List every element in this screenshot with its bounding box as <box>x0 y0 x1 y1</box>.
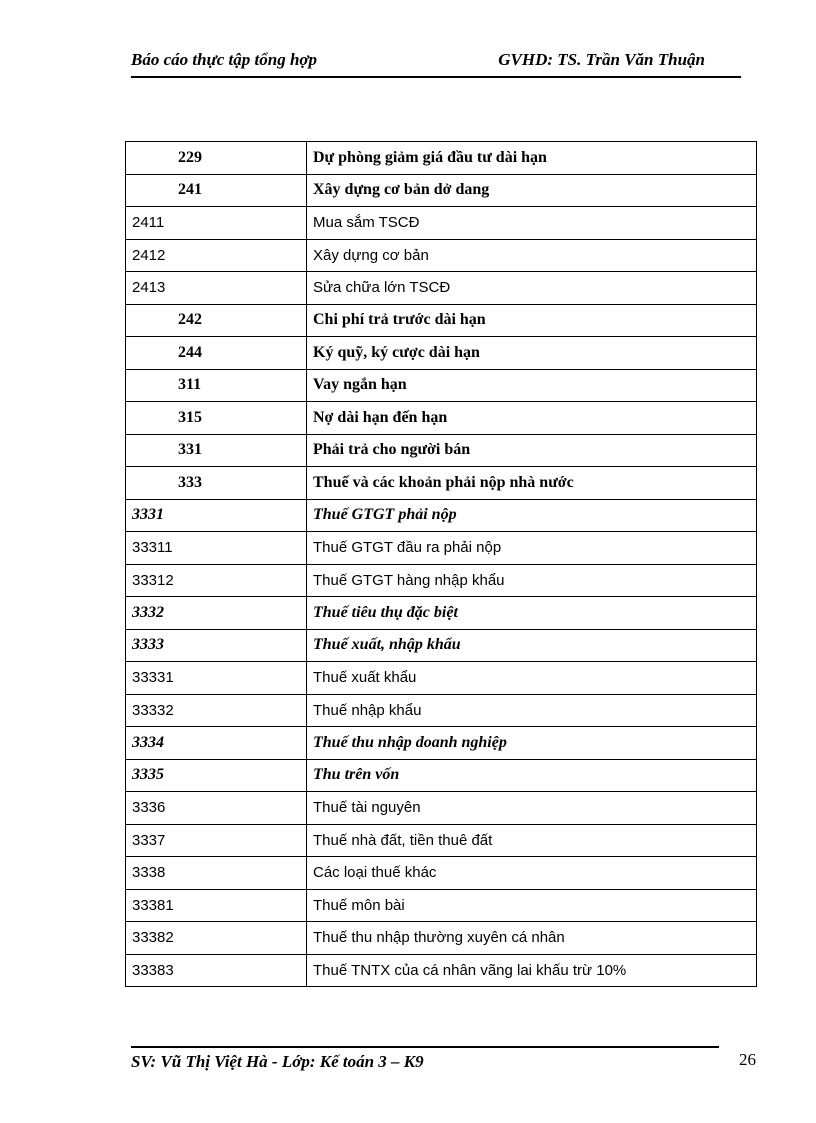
account-name-cell: Vay ngắn hạn <box>307 369 757 402</box>
table-row <box>126 142 757 175</box>
table-row <box>126 239 757 272</box>
table-row <box>126 434 757 467</box>
table-row <box>126 402 757 435</box>
account-code-cell: 33312 <box>126 564 307 597</box>
account-code-cell: 33331 <box>126 662 307 695</box>
account-code-cell: 3334 <box>126 727 307 760</box>
account-name-cell: Thuế nhà đất, tiền thuê đất <box>307 824 757 857</box>
account-name-cell: Thuế thu nhập thường xuyên cá nhân <box>307 922 757 955</box>
table-row <box>126 889 757 922</box>
account-code-cell: 311 <box>126 369 307 402</box>
supervisor-label: GVHD: TS. Trần Văn Thuận <box>498 50 705 69</box>
account-name-cell: Thuế TNTX của cá nhân vãng lai khấu trừ 10% <box>307 954 757 987</box>
account-code-cell: 3335 <box>126 759 307 792</box>
footer-divider <box>131 1046 719 1048</box>
account-name-cell: Phải trả cho người bán <box>307 434 757 467</box>
account-name-cell: Sửa chữa lớn TSCĐ <box>307 272 757 305</box>
account-name-cell: Thuế tiêu thụ đặc biệt <box>307 597 757 630</box>
account-code-cell: 2411 <box>126 207 307 240</box>
account-code-cell: 3338 <box>126 857 307 890</box>
table-row <box>126 954 757 987</box>
table-row <box>126 272 757 305</box>
account-name-cell: Thu trên vốn <box>307 759 757 792</box>
account-code-cell: 3337 <box>126 824 307 857</box>
account-name-cell: Nợ dài hạn đến hạn <box>307 402 757 435</box>
page-header <box>131 50 741 78</box>
table-row <box>126 337 757 370</box>
account-name-cell: Thuế và các khoản phải nộp nhà nước <box>307 467 757 500</box>
account-code-cell: 3332 <box>126 597 307 630</box>
account-code-cell: 33382 <box>126 922 307 955</box>
account-code-cell: 333 <box>126 467 307 500</box>
account-code-cell: 315 <box>126 402 307 435</box>
table-row <box>126 532 757 565</box>
table-row <box>126 662 757 695</box>
account-name-cell: Xây dựng cơ bản <box>307 239 757 272</box>
table-row <box>126 597 757 630</box>
account-table <box>125 141 757 987</box>
account-code-cell: 33383 <box>126 954 307 987</box>
table-row <box>126 857 757 890</box>
account-code-cell: 33381 <box>126 889 307 922</box>
account-name-cell: Thuế xuất, nhập khẩu <box>307 629 757 662</box>
table-row <box>126 694 757 727</box>
table-row <box>126 792 757 825</box>
account-name-cell: Mua sắm TSCĐ <box>307 207 757 240</box>
student-info: SV: Vũ Thị Việt Hà - Lớp: Kế toán 3 – K9 <box>131 1052 424 1071</box>
account-code-cell: 242 <box>126 304 307 337</box>
account-name-cell: Dự phòng giảm giá đầu tư dài hạn <box>307 142 757 175</box>
account-code-cell: 33311 <box>126 532 307 565</box>
account-code-cell: 244 <box>126 337 307 370</box>
account-name-cell: Thuế thu nhập doanh nghiệp <box>307 727 757 760</box>
table-row <box>126 207 757 240</box>
report-title: Báo cáo thực tập tổng hợp <box>131 50 318 69</box>
account-code-cell: 2412 <box>126 239 307 272</box>
table-row <box>126 824 757 857</box>
account-table-body <box>126 142 757 987</box>
page-number: 26 <box>739 1050 756 1069</box>
table-row <box>126 304 757 337</box>
table-row <box>126 467 757 500</box>
account-name-cell: Thuế GTGT hàng nhập khẩu <box>307 564 757 597</box>
account-code-cell: 3336 <box>126 792 307 825</box>
account-code-cell: 33332 <box>126 694 307 727</box>
account-name-cell: Thuế GTGT phải nộp <box>307 499 757 532</box>
account-code-cell: 2413 <box>126 272 307 305</box>
account-name-cell: Thuế môn bài <box>307 889 757 922</box>
account-code-cell: 229 <box>126 142 307 175</box>
table-row <box>126 369 757 402</box>
account-name-cell: Chi phí trả trước dài hạn <box>307 304 757 337</box>
account-code-cell: 331 <box>126 434 307 467</box>
account-name-cell: Thuế GTGT đầu ra phải nộp <box>307 532 757 565</box>
account-name-cell: Xây dựng cơ bản dở dang <box>307 174 757 207</box>
account-code-cell: 3333 <box>126 629 307 662</box>
table-row <box>126 922 757 955</box>
account-name-cell: Thuế tài nguyên <box>307 792 757 825</box>
account-name-cell: Ký quỹ, ký cược dài hạn <box>307 337 757 370</box>
table-row <box>126 499 757 532</box>
table-row <box>126 174 757 207</box>
account-name-cell: Các loại thuế khác <box>307 857 757 890</box>
table-row <box>126 564 757 597</box>
table-row <box>126 629 757 662</box>
account-code-cell: 241 <box>126 174 307 207</box>
table-row <box>126 727 757 760</box>
account-name-cell: Thuế xuất khẩu <box>307 662 757 695</box>
table-row <box>126 759 757 792</box>
account-name-cell: Thuế nhập khẩu <box>307 694 757 727</box>
account-code-cell: 3331 <box>126 499 307 532</box>
